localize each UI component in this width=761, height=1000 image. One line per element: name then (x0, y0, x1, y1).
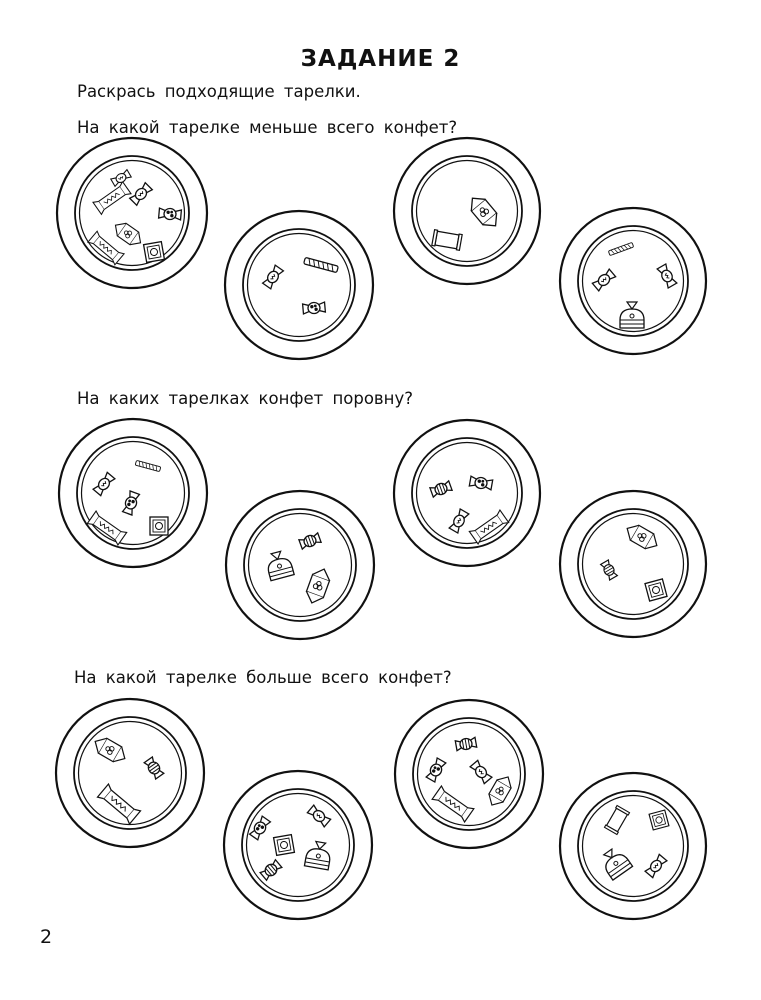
plate-2-4 (560, 491, 706, 637)
plate-3-2 (224, 771, 372, 919)
plate-2-2 (226, 491, 374, 639)
plate-1-3 (394, 138, 540, 284)
question-1: На какой тарелке меньше всего конфет? (77, 118, 458, 137)
plate-1-4 (560, 208, 706, 354)
task-title: ЗАДАНИЕ 2 (300, 46, 461, 72)
plate-2-3 (394, 420, 540, 566)
page-number: 2 (40, 926, 53, 948)
question-3: На какой тарелке больше всего конфет? (74, 668, 452, 687)
plate-3-1 (56, 699, 204, 847)
plate-2-1 (59, 419, 207, 567)
question-2: На каких тарелках конфет поровну? (77, 389, 413, 408)
plate-3-4 (560, 773, 706, 919)
plate-1-1 (57, 138, 207, 288)
plate-3-3 (395, 700, 543, 848)
plate-1-2 (225, 211, 373, 359)
task-instruction: Раскрась подходящие тарелки. (77, 82, 361, 101)
